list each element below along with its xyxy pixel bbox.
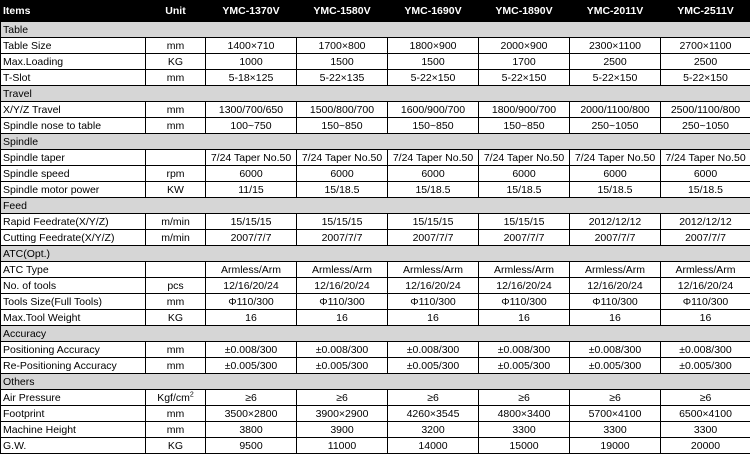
unit-text: pcs <box>167 280 183 292</box>
row-unit <box>146 70 206 86</box>
spec-value-cell: 5700×4100 <box>570 406 661 422</box>
header-model: YMC-1690V <box>388 1 479 22</box>
spec-value-cell: 16 <box>206 310 297 326</box>
row-label: Footprint <box>1 406 146 422</box>
spec-value-cell: ±0.005/300 <box>206 358 297 374</box>
spec-value-cell: 250~1050 <box>661 118 750 134</box>
spec-value-cell: 15/15/15 <box>297 214 388 230</box>
unit-text: KW <box>167 184 184 196</box>
spec-value-cell: 2007/7/7 <box>206 230 297 246</box>
spec-value-cell: 1500/800/700 <box>297 102 388 118</box>
spec-value-cell: 12/16/20/24 <box>570 278 661 294</box>
row-label: Machine Height <box>1 422 146 438</box>
row-label: Re-Positioning Accuracy <box>1 358 146 374</box>
table-row <box>1 294 750 310</box>
spec-value-cell: 6000 <box>297 166 388 182</box>
spec-value-cell: 3900×2900 <box>297 406 388 422</box>
spec-value-cell: 1800/900/700 <box>479 102 570 118</box>
row-unit <box>146 406 206 422</box>
spec-value-cell: 6000 <box>479 166 570 182</box>
row-unit <box>146 150 206 166</box>
spec-value-cell: 16 <box>661 310 750 326</box>
row-label: Air Pressure <box>1 390 146 406</box>
unit-text: mm <box>167 120 185 132</box>
unit-text: mm <box>167 344 185 356</box>
spec-value-cell: 150~850 <box>388 118 479 134</box>
section-row <box>1 326 750 342</box>
spec-value-cell: 12/16/20/24 <box>661 278 750 294</box>
spec-value-cell: 15/18.5 <box>297 182 388 198</box>
spec-value-cell: 1300/700/650 <box>206 102 297 118</box>
row-unit <box>146 118 206 134</box>
spec-value-cell: ±0.008/300 <box>570 342 661 358</box>
spec-value-cell: 6000 <box>570 166 661 182</box>
spec-value-cell: 6500×4100 <box>661 406 750 422</box>
spec-value-cell: 4260×3545 <box>388 406 479 422</box>
spec-value-cell: 1000 <box>206 54 297 70</box>
spec-value-cell: Armless/Arm <box>661 262 750 278</box>
section-row <box>1 246 750 262</box>
spec-value-cell: 2000×900 <box>479 38 570 54</box>
spec-value-cell: 5-18×125 <box>206 70 297 86</box>
row-label: G.W. <box>1 438 146 454</box>
spec-value-cell: 3200 <box>388 422 479 438</box>
spec-value-cell: 12/16/20/24 <box>206 278 297 294</box>
unit-text: KG <box>168 56 183 68</box>
table-row <box>1 150 750 166</box>
spec-value-cell: 100~750 <box>206 118 297 134</box>
spec-value-cell: 250~1050 <box>570 118 661 134</box>
row-label: Spindle motor power <box>1 182 146 198</box>
spec-value-cell: 2007/7/7 <box>479 230 570 246</box>
spec-value-cell: 4800×3400 <box>479 406 570 422</box>
unit-text: KG <box>168 440 183 452</box>
spec-value-cell: 2500 <box>570 54 661 70</box>
table-row <box>1 230 750 246</box>
header-model: YMC-2511V <box>661 1 750 22</box>
spec-value-cell: 15/18.5 <box>661 182 750 198</box>
spec-value-cell: 6000 <box>661 166 750 182</box>
spec-value-cell: 2000/1100/800 <box>570 102 661 118</box>
section-title: Feed <box>1 198 750 214</box>
row-label: Spindle nose to table <box>1 118 146 134</box>
spec-value-cell: ±0.008/300 <box>297 342 388 358</box>
spec-value-cell: 3800 <box>206 422 297 438</box>
unit-text: Kgf/cm <box>157 392 190 404</box>
row-unit <box>146 262 206 278</box>
spec-value-cell: ≥6 <box>388 390 479 406</box>
unit-text: mm <box>167 40 185 52</box>
spec-value-cell: 1700×800 <box>297 38 388 54</box>
spec-value-cell: 150~850 <box>479 118 570 134</box>
row-unit <box>146 214 206 230</box>
table-row <box>1 166 750 182</box>
spec-value-cell: 2500 <box>661 54 750 70</box>
unit-text: rpm <box>166 168 184 180</box>
spec-value-cell: ±0.005/300 <box>570 358 661 374</box>
section-title: Accuracy <box>1 326 750 342</box>
spec-value-cell: 2012/12/12 <box>661 214 750 230</box>
spec-value-cell: 1700 <box>479 54 570 70</box>
table-row <box>1 102 750 118</box>
spec-value-cell: 5-22×150 <box>661 70 750 86</box>
spec-value-cell: 15000 <box>479 438 570 454</box>
header-unit: Unit <box>146 1 206 22</box>
spec-value-cell: Φ110/300 <box>297 294 388 310</box>
row-label: T-Slot <box>1 70 146 86</box>
spec-value-cell: 14000 <box>388 438 479 454</box>
spec-value-cell: ≥6 <box>206 390 297 406</box>
spec-value-cell: Φ110/300 <box>479 294 570 310</box>
spec-value-cell: 15/18.5 <box>570 182 661 198</box>
spec-value-cell: ±0.005/300 <box>388 358 479 374</box>
unit-text: KG <box>168 312 183 324</box>
row-label: Tools Size(Full Tools) <box>1 294 146 310</box>
spec-value-cell: 5-22×150 <box>570 70 661 86</box>
table-row <box>1 310 750 326</box>
spec-value-cell: ±0.008/300 <box>479 342 570 358</box>
unit-text: mm <box>167 408 185 420</box>
header-model: YMC-1370V <box>206 1 297 22</box>
spec-value-cell: 16 <box>388 310 479 326</box>
row-unit <box>146 102 206 118</box>
table-row <box>1 182 750 198</box>
spec-value-cell: 2007/7/7 <box>297 230 388 246</box>
section-row <box>1 374 750 390</box>
spec-value-cell: 3300 <box>570 422 661 438</box>
spec-value-cell: 19000 <box>570 438 661 454</box>
table-row <box>1 214 750 230</box>
spec-value-cell: 12/16/20/24 <box>479 278 570 294</box>
spec-value-cell: Armless/Arm <box>479 262 570 278</box>
spec-value-cell: ±0.005/300 <box>661 358 750 374</box>
header-row <box>1 1 750 22</box>
row-label: Max.Loading <box>1 54 146 70</box>
unit-text: mm <box>167 104 185 116</box>
row-unit <box>146 166 206 182</box>
spec-value-cell: ±0.008/300 <box>206 342 297 358</box>
table-row <box>1 406 750 422</box>
spec-value-cell: Armless/Arm <box>297 262 388 278</box>
spec-value-cell: 7/24 Taper No.50 <box>388 150 479 166</box>
spec-value-cell: 5-22×150 <box>388 70 479 86</box>
spec-value-cell: 2012/12/12 <box>570 214 661 230</box>
row-label: Max.Tool Weight <box>1 310 146 326</box>
table-row <box>1 342 750 358</box>
spec-value-cell: ±0.008/300 <box>661 342 750 358</box>
spec-value-cell: 150~850 <box>297 118 388 134</box>
spec-value-cell: ±0.008/300 <box>388 342 479 358</box>
spec-value-cell: Armless/Arm <box>570 262 661 278</box>
spec-value-cell: 16 <box>297 310 388 326</box>
spec-value-cell: ≥6 <box>570 390 661 406</box>
row-label: Spindle speed <box>1 166 146 182</box>
row-label: Cutting Feedrate(X/Y/Z) <box>1 230 146 246</box>
spec-value-cell: 11000 <box>297 438 388 454</box>
row-unit <box>146 342 206 358</box>
spec-value-cell: 15/18.5 <box>479 182 570 198</box>
spec-value-cell: 2007/7/7 <box>570 230 661 246</box>
spec-value-cell: 3500×2800 <box>206 406 297 422</box>
header-model: YMC-1580V <box>297 1 388 22</box>
section-title: Others <box>1 374 750 390</box>
section-title: Spindle <box>1 134 750 150</box>
row-label: Rapid Feedrate(X/Y/Z) <box>1 214 146 230</box>
unit-text: mm <box>167 360 185 372</box>
row-unit <box>146 390 206 406</box>
spec-value-cell: Armless/Arm <box>206 262 297 278</box>
spec-value-cell: Φ110/300 <box>661 294 750 310</box>
table-row <box>1 278 750 294</box>
row-label: No. of tools <box>1 278 146 294</box>
spec-value-cell: 15/18.5 <box>388 182 479 198</box>
row-unit <box>146 358 206 374</box>
header-model: YMC-2011V <box>570 1 661 22</box>
unit-text: mm <box>167 424 185 436</box>
spec-value-cell: 15/15/15 <box>388 214 479 230</box>
unit-text: mm <box>167 296 185 308</box>
spec-value-cell: 2300×1100 <box>570 38 661 54</box>
spec-table-body <box>1 22 750 454</box>
spec-value-cell: Φ110/300 <box>388 294 479 310</box>
spec-value-cell: 9500 <box>206 438 297 454</box>
section-row <box>1 22 750 38</box>
section-row <box>1 86 750 102</box>
table-row <box>1 262 750 278</box>
spec-value-cell: 5-22×150 <box>479 70 570 86</box>
row-unit <box>146 230 206 246</box>
table-row <box>1 38 750 54</box>
spec-value-cell: 15/15/15 <box>206 214 297 230</box>
spec-value-cell: 3300 <box>661 422 750 438</box>
row-unit <box>146 54 206 70</box>
row-unit <box>146 182 206 198</box>
header-model: YMC-1890V <box>479 1 570 22</box>
table-row <box>1 70 750 86</box>
spec-value-cell: 16 <box>479 310 570 326</box>
spec-value-cell: 1500 <box>388 54 479 70</box>
header-items: Items <box>1 1 146 22</box>
section-title: Table <box>1 22 750 38</box>
spec-value-cell: 7/24 Taper No.50 <box>661 150 750 166</box>
row-label: Table Size <box>1 38 146 54</box>
unit-superscript: 2 <box>190 391 194 398</box>
spec-value-cell: 1400×710 <box>206 38 297 54</box>
spec-value-cell: 2500/1100/800 <box>661 102 750 118</box>
unit-text: mm <box>167 72 185 84</box>
spec-value-cell: 7/24 Taper No.50 <box>479 150 570 166</box>
spec-value-cell: ±0.005/300 <box>297 358 388 374</box>
table-row <box>1 390 750 406</box>
spec-value-cell: 5-22×135 <box>297 70 388 86</box>
spec-value-cell: 2700×1100 <box>661 38 750 54</box>
spec-value-cell: 16 <box>570 310 661 326</box>
spec-value-cell: 3300 <box>479 422 570 438</box>
spec-value-cell: Armless/Arm <box>388 262 479 278</box>
spec-value-cell: 1600/900/700 <box>388 102 479 118</box>
section-row <box>1 198 750 214</box>
row-label: Spindle taper <box>1 150 146 166</box>
table-row <box>1 118 750 134</box>
spec-value-cell: 2007/7/7 <box>661 230 750 246</box>
spec-value-cell: 6000 <box>388 166 479 182</box>
spec-value-cell: 12/16/20/24 <box>388 278 479 294</box>
spec-value-cell: 7/24 Taper No.50 <box>570 150 661 166</box>
unit-text: m/min <box>161 232 190 244</box>
row-unit <box>146 38 206 54</box>
table-row <box>1 438 750 454</box>
row-unit <box>146 278 206 294</box>
section-title: ATC(Opt.) <box>1 246 750 262</box>
table-row <box>1 358 750 374</box>
spec-value-cell: 3900 <box>297 422 388 438</box>
spec-value-cell: 7/24 Taper No.50 <box>297 150 388 166</box>
spec-value-cell: 1500 <box>297 54 388 70</box>
spec-value-cell: 15/15/15 <box>479 214 570 230</box>
spec-value-cell: Φ110/300 <box>570 294 661 310</box>
table-row <box>1 422 750 438</box>
spec-value-cell: 2007/7/7 <box>388 230 479 246</box>
row-label: X/Y/Z Travel <box>1 102 146 118</box>
spec-value-cell: ≥6 <box>297 390 388 406</box>
section-title: Travel <box>1 86 750 102</box>
spec-value-cell: ≥6 <box>661 390 750 406</box>
row-unit <box>146 422 206 438</box>
spec-value-cell: ≥6 <box>479 390 570 406</box>
row-unit <box>146 294 206 310</box>
table-row <box>1 54 750 70</box>
spec-value-cell: 6000 <box>206 166 297 182</box>
row-label: ATC Type <box>1 262 146 278</box>
spec-value-cell: 12/16/20/24 <box>297 278 388 294</box>
spec-value-cell: 7/24 Taper No.50 <box>206 150 297 166</box>
spec-value-cell: 1800×900 <box>388 38 479 54</box>
row-unit <box>146 310 206 326</box>
spec-value-cell: Φ110/300 <box>206 294 297 310</box>
spec-value-cell: ±0.005/300 <box>479 358 570 374</box>
row-label: Positioning Accuracy <box>1 342 146 358</box>
section-row <box>1 134 750 150</box>
spec-value-cell: 11/15 <box>206 182 297 198</box>
row-unit <box>146 438 206 454</box>
unit-text: m/min <box>161 216 190 228</box>
spec-value-cell: 20000 <box>661 438 750 454</box>
